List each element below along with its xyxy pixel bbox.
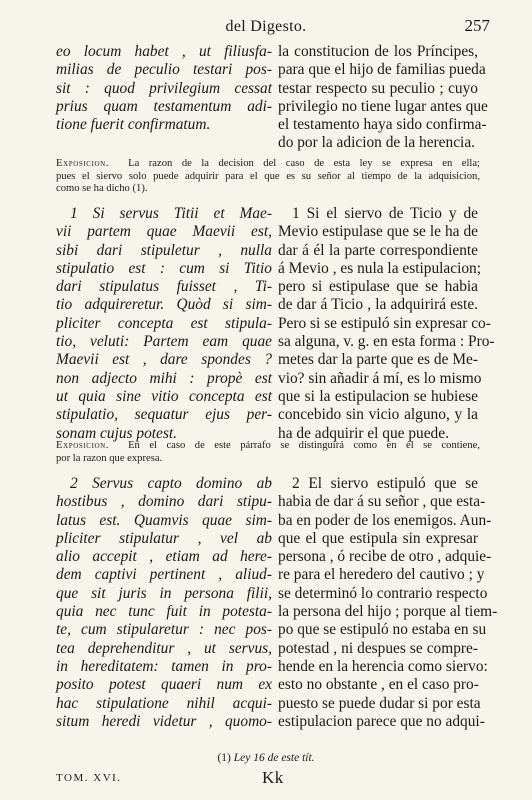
spanish-column-2 bbox=[278, 205, 495, 443]
text-line: concebido sin vicio alguno, y la bbox=[278, 406, 478, 424]
text-line: hende en la herencia como siervo: bbox=[278, 657, 488, 675]
exposition-text: En el caso de este párrafo se distinguirá como en él se contiene, bbox=[128, 440, 480, 451]
text-line: sit : quod privilegium cessat bbox=[56, 79, 272, 97]
text-line bbox=[56, 440, 480, 453]
text-line: persona , ó recibe de otro , adquie- bbox=[278, 548, 492, 566]
text-line: pero si estipulase que se habia bbox=[278, 278, 478, 296]
text-line: dem captivi pertinent , aliud- bbox=[56, 566, 272, 584]
text-line: do por la adicion de la herencia. bbox=[278, 134, 475, 152]
text-line: tione fuerit confirmatum. bbox=[56, 116, 211, 134]
exposition-label: Exposicion. bbox=[56, 440, 110, 451]
text-line: privilegio no tiene lugar antes que bbox=[278, 97, 488, 115]
footnote-text: Ley 16 de este tít. bbox=[233, 752, 315, 764]
text-line: metes dar la parte que es de Me- bbox=[278, 351, 478, 369]
text-line: 1 Si servus Titii et Mae- bbox=[70, 205, 272, 222]
text-line: que si la estipulacion se hubiese bbox=[278, 387, 478, 405]
text-line: re para el heredero del cautivo ; y bbox=[278, 566, 485, 584]
tome-label: TOM. XVI. bbox=[56, 772, 122, 784]
exposition-note-2 bbox=[56, 440, 480, 465]
text-line: sibi dari stipuletur , nulla bbox=[56, 241, 272, 259]
signature-mark: Kk bbox=[262, 768, 284, 787]
text-line: posito potest quaeri num ex bbox=[56, 676, 272, 694]
text-line: 2 El siervo estipuló que se bbox=[292, 475, 478, 492]
text-line: de dar á Ticio , la adquirirá este. bbox=[278, 296, 478, 314]
text-line: la persona del hijo ; porque al tiem- bbox=[278, 603, 498, 621]
text-line: el testamento haya sido confirma- bbox=[278, 116, 487, 134]
text-line: hac stipulatione nihil acqui- bbox=[56, 694, 272, 712]
text-line: 2 Servus capto domino ab bbox=[70, 475, 272, 492]
text-line: estipulacion parece que no adqui- bbox=[278, 712, 485, 730]
text-line: Maevii est , dare spondes ? bbox=[56, 351, 272, 369]
text-line: dar á él la parte correspondiente bbox=[278, 241, 478, 259]
text-line: que sit juris in persona filii, bbox=[56, 584, 272, 602]
page-number: 257 bbox=[464, 16, 490, 35]
text-line: pliciter concepta est stipula- bbox=[56, 314, 272, 332]
text-line: Pero si se estipuló sin expresar co- bbox=[278, 314, 491, 332]
text-line: vio? sin añadir á mí, es lo mismo bbox=[278, 369, 482, 387]
text-line: sonam cujus potest. bbox=[56, 424, 177, 442]
text-line: tio adquireretur. Quòd si sim- bbox=[56, 296, 272, 314]
exposition-text: La razon de la decision del caso de esta ley se expresa en ella; bbox=[128, 158, 480, 169]
text-line: milias de peculio testari pos- bbox=[56, 61, 272, 79]
text-line: 1 Si el siervo de Ticio y de bbox=[292, 205, 478, 222]
text-line: in hereditatem: tamen in pro- bbox=[56, 657, 272, 675]
exposition-note-1 bbox=[56, 158, 480, 196]
text-line: puesto se puede dudar si por esta bbox=[278, 694, 481, 712]
text-line: Mevio estipulase que se le ha de bbox=[278, 223, 478, 241]
text-line: quia nec tunc fuit in potesta- bbox=[56, 603, 272, 621]
text-line: po que se estipuló no estaba en su bbox=[278, 621, 487, 639]
text-line: vii partem quae Maevii est, bbox=[56, 223, 272, 241]
text-line: ba en poder de los enemigos. Aun- bbox=[278, 511, 492, 529]
text-line: prius quam testamentum adi- bbox=[56, 97, 272, 115]
running-header: del Digesto. bbox=[225, 18, 307, 35]
spanish-column-1 bbox=[278, 43, 488, 153]
latin-column-1 bbox=[56, 43, 272, 134]
text-line: testar respecto su peculio ; cuyo bbox=[278, 79, 478, 97]
text-line: á Mevio , es nula la estipulacion; bbox=[278, 259, 482, 277]
text-line: potestad , ni despues se compre- bbox=[278, 639, 478, 657]
text-line: ut quia sine vitio concepta est bbox=[56, 387, 272, 405]
text-line: esto no obstante , en el caso pro- bbox=[278, 676, 479, 694]
text-line: tio, veluti: Partem eam quae bbox=[56, 333, 272, 351]
text-line: tea deprehenditur , ut servus, bbox=[56, 639, 272, 657]
latin-column-2 bbox=[56, 205, 272, 443]
text-line: pliciter stipulatur , vel ab bbox=[56, 529, 272, 547]
text-line: latus est. Quamvis quae sim- bbox=[56, 511, 272, 529]
text-line: ha de adquirir el que puede. bbox=[278, 424, 449, 442]
text-line: hostibus , domino dari stipu- bbox=[56, 493, 272, 511]
text-line: situm heredi videtur , quomo- bbox=[56, 712, 272, 730]
text-line: pues el siervo solo puede adquirir para el que es su señor al tiempo de la adquisicion, bbox=[56, 170, 480, 182]
footnote-mark: (1) bbox=[217, 752, 231, 764]
text-line: se determinó lo contrario respecto bbox=[278, 584, 488, 602]
exposition-label: Exposicion. bbox=[56, 158, 110, 169]
text-line: como se ha dicho (1). bbox=[56, 183, 148, 194]
text-line: por la razon que expresa. bbox=[56, 452, 163, 464]
text-line: stipulatio est : cum si Titio bbox=[56, 259, 272, 277]
text-line: eo locum habet , ut filiusfa- bbox=[56, 43, 272, 60]
text-line: stipulatio, sequatur ejus per- bbox=[56, 406, 272, 424]
text-line: sa alguna, v. g. en esta forma : Pro- bbox=[278, 333, 495, 351]
footnote bbox=[0, 752, 532, 764]
text-line: alio accepit , etiam ad here- bbox=[56, 548, 272, 566]
text-line: te, cum stipularetur : nec pos- bbox=[56, 621, 272, 639]
latin-column-3 bbox=[56, 475, 272, 731]
text-line: para que el hijo de familias pueda bbox=[278, 61, 486, 79]
text-line: non adjecto mihi : propè est bbox=[56, 369, 272, 387]
text-line: que el que estipula sin expresar bbox=[278, 529, 478, 547]
spanish-column-3 bbox=[278, 475, 498, 731]
text-line bbox=[56, 158, 480, 171]
text-line: habia de dar á su señor , que esta- bbox=[278, 493, 486, 511]
text-line: dari stipulatus fuisset , Ti- bbox=[56, 278, 272, 296]
text-line: la constitucion de los Príncipes, bbox=[278, 43, 478, 60]
